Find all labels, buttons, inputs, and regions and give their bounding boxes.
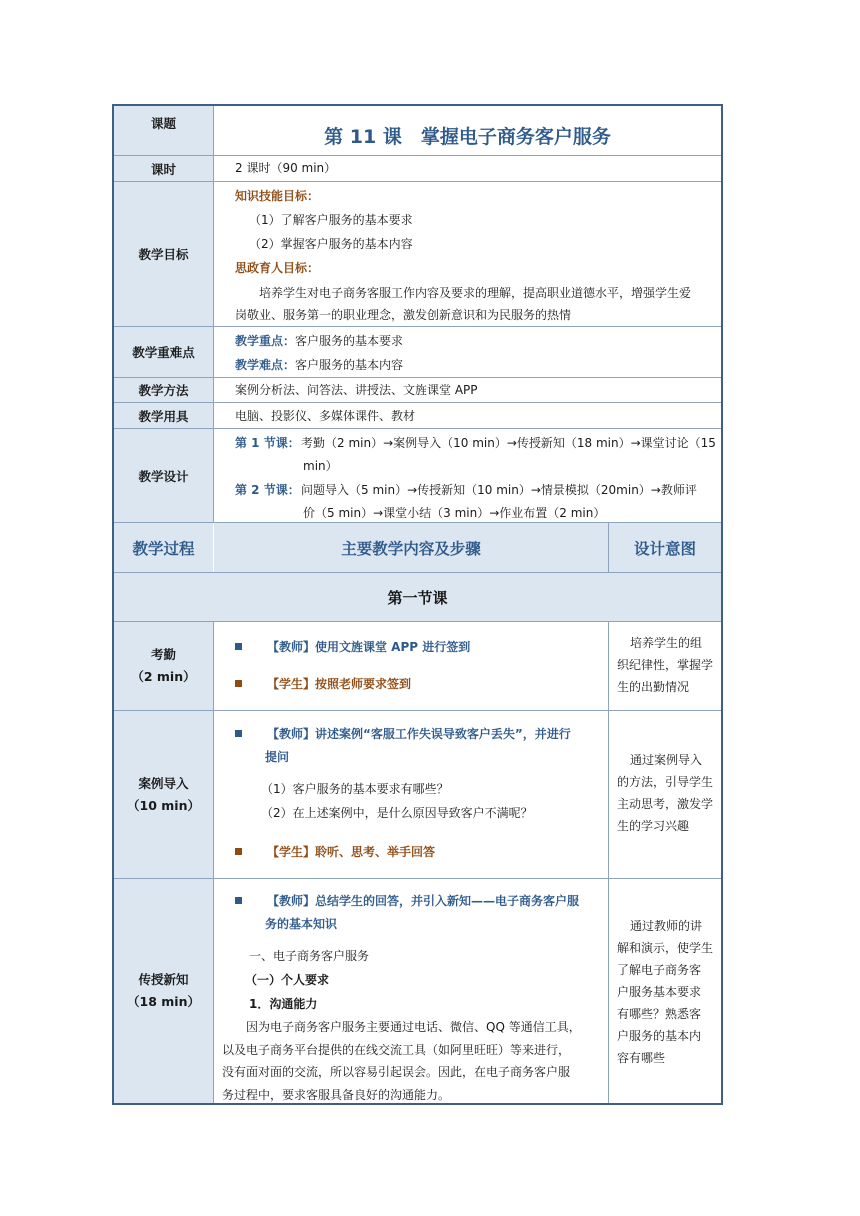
case-teacher-step-line2: 提问 bbox=[265, 750, 290, 764]
page-title: 第 11 课 掌握电子商务客户服务 bbox=[324, 126, 611, 148]
ideology-goal-line1: 培养学生对电子商务客服工作内容及要求的理解，提高职业道德水平，增强学生爱 bbox=[259, 286, 692, 300]
stage-duration: （18 min） bbox=[127, 994, 200, 1009]
lesson-plan-table bbox=[112, 104, 723, 1105]
difficult-point-line bbox=[235, 357, 403, 373]
stage-name: 考勤 bbox=[150, 647, 176, 662]
teacher-bullet-icon bbox=[235, 897, 242, 904]
goals-label: 教学目标 bbox=[138, 247, 189, 262]
session1-line1: 考勤（2 min）→案例导入（10 min）→传授新知（18 min）→课堂讨论（15 bbox=[301, 436, 716, 450]
key-point-label: 教学重点： bbox=[235, 334, 296, 348]
knowledge-goal-1: （1）了解客户服务的基本要求 bbox=[249, 213, 413, 227]
key-point-line bbox=[235, 333, 403, 349]
teacher-bullet-icon bbox=[235, 643, 242, 650]
stage-name: 传授新知 bbox=[138, 972, 189, 987]
key-point-value: 客户服务的基本要求 bbox=[295, 334, 404, 348]
hours-label-cell bbox=[114, 156, 213, 181]
key-label: 教学重难点 bbox=[132, 345, 195, 360]
difficult-point-value: 客户服务的基本内容 bbox=[295, 358, 404, 372]
stage-name: 案例导入 bbox=[138, 775, 189, 791]
tools-label-cell bbox=[114, 403, 213, 428]
session2-line2: 价（5 min）→课堂小结（3 min）→作业布置（2 min） bbox=[303, 506, 606, 520]
section-title: 第一节课 bbox=[387, 588, 448, 607]
student-bullet-icon bbox=[235, 848, 242, 855]
process-header-col2: 主要教学内容及步骤 bbox=[214, 523, 608, 572]
stage-duration: （10 min） bbox=[127, 797, 200, 813]
attendance-teacher-step: 【教师】使用文旌课堂 APP 进行签到 bbox=[267, 640, 471, 654]
attendance-intent: 培养学生的组 织纪律性，掌握学 生的出勤情况 bbox=[617, 636, 714, 694]
ideology-goal-heading: 思政育人目标： bbox=[235, 261, 320, 275]
method-label: 教学方法 bbox=[138, 383, 189, 398]
hours-label: 课时 bbox=[150, 161, 176, 177]
goals-label-cell bbox=[114, 182, 213, 326]
section-title-cell bbox=[114, 573, 721, 621]
stage-new-knowledge-cell bbox=[114, 879, 213, 1103]
case-question-1: （1）客户服务的基本要求有哪些？ bbox=[261, 782, 449, 796]
difficult-point-label: 教学难点： bbox=[235, 358, 296, 372]
title-cell bbox=[214, 106, 721, 155]
stage-attendance-cell bbox=[114, 622, 213, 710]
session1-label: 第 1 节课： bbox=[235, 436, 300, 450]
teacher-bullet-icon bbox=[235, 730, 242, 737]
case-intent: 通过案例导入 的方法，引导学生 主动思考，激发学 生的学习兴趣 bbox=[617, 753, 714, 833]
design-label: 教学设计 bbox=[138, 468, 189, 484]
knowledge-teacher-step-line2: 务的基本知识 bbox=[265, 917, 338, 931]
knowledge-goal-heading: 知识技能目标： bbox=[235, 189, 320, 203]
knowledge-goal-2: （2）掌握客户服务的基本内容 bbox=[249, 237, 413, 251]
knowledge-paragraph: 因为电子商务客户服务主要通过电话、微信、QQ 等通信工具， 以及电子商务平台提供的在线交流工具（如阿里旺旺）等来进行， 没有面对面的交流，所以容易引起误会。因此，在电子商务客户服 务过程中，要求客服具备良好的沟通能力。 bbox=[222, 1020, 581, 1102]
session1-line2: min） bbox=[303, 459, 338, 473]
design-label-cell bbox=[114, 429, 213, 522]
student-bullet-icon bbox=[235, 680, 242, 687]
key-label-cell bbox=[114, 327, 213, 377]
tools-value: 电脑、投影仪、多媒体课件、教材 bbox=[235, 409, 416, 423]
session2-label: 第 2 节课： bbox=[235, 483, 300, 497]
ideology-goal-line2: 岗敬业、服务第一的职业理念，激发创新意识和为民服务的热情 bbox=[235, 308, 572, 322]
knowledge-heading-2: （一）个人要求 bbox=[245, 973, 330, 987]
topic-label-cell bbox=[114, 106, 213, 155]
topic-label: 课题 bbox=[150, 116, 176, 131]
knowledge-heading-1: 一、电子商务客户服务 bbox=[249, 949, 370, 963]
process-header-col3: 设计意图 bbox=[609, 523, 721, 572]
method-label-cell bbox=[114, 378, 213, 402]
knowledge-heading-3: 1．沟通能力 bbox=[249, 997, 318, 1011]
stage-duration: （2 min） bbox=[131, 669, 196, 684]
method-value: 案例分析法、问答法、讲授法、文旌课堂 APP bbox=[235, 383, 478, 397]
case-teacher-step-line1: 【教师】讲述案例“客服工作失误导致客户丢失”，并进行 bbox=[267, 727, 571, 741]
case-question-2: （2）在上述案例中，是什么原因导致客户不满呢？ bbox=[261, 806, 533, 820]
process-header-col1: 教学过程 bbox=[114, 523, 213, 572]
attendance-student-step: 【学生】按照老师要求签到 bbox=[267, 677, 412, 691]
knowledge-teacher-step-line1: 【教师】总结学生的回答，并引入新知——电子商务客户服 bbox=[267, 894, 580, 908]
stage-case-intro-cell bbox=[114, 711, 213, 878]
knowledge-intent: 通过教师的讲 解和演示，使学生 了解电子商务客 户服务基本要求 有哪些？熟悉客 户服务的基本内 容有哪些 bbox=[617, 919, 714, 1065]
session2-line1: 问题导入（5 min）→传授新知（10 min）→情景模拟（20min）→教师评 bbox=[301, 483, 697, 497]
tools-label: 教学用具 bbox=[138, 408, 189, 424]
hours-value: 2 课时（90 min） bbox=[235, 161, 337, 175]
case-student-step: 【学生】聆听、思考、举手回答 bbox=[267, 845, 436, 859]
